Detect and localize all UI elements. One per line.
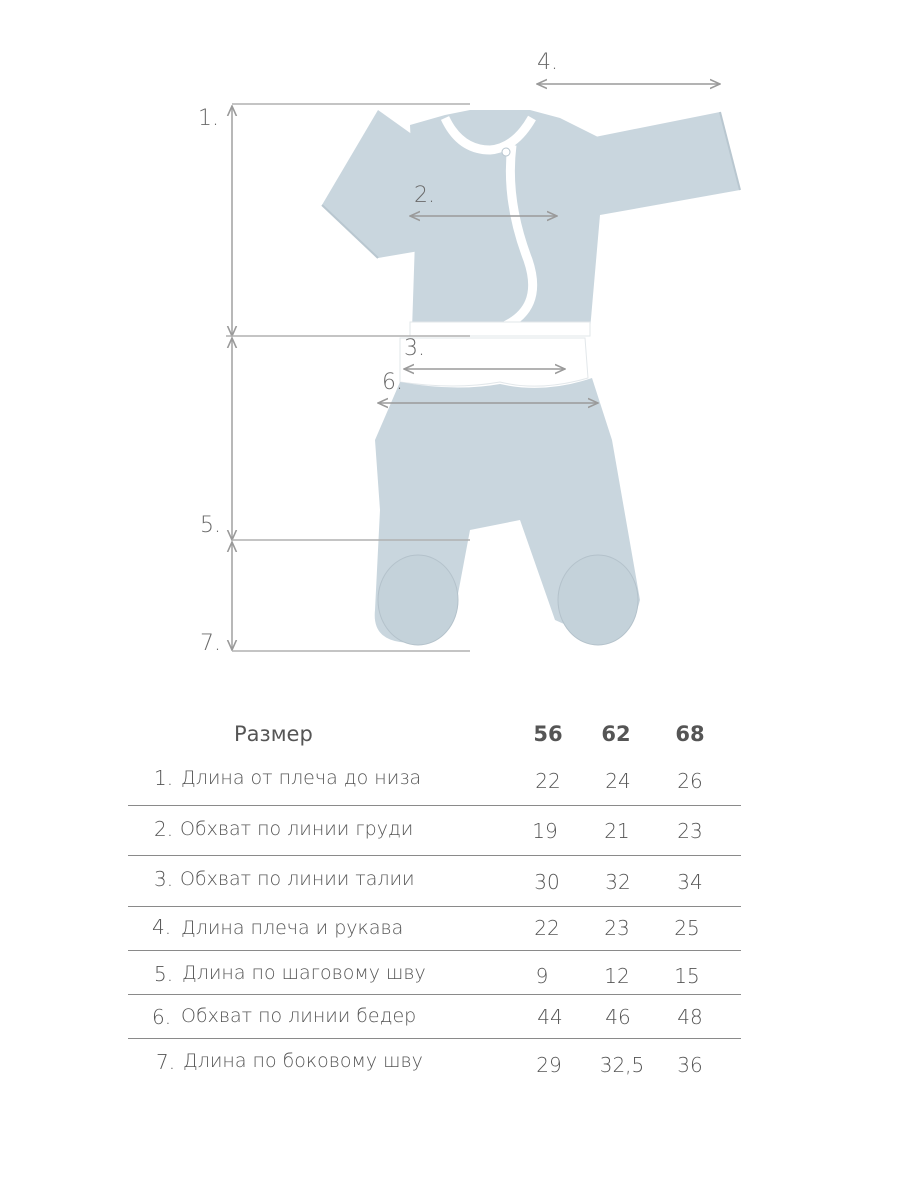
- row-value-68: 34: [677, 870, 703, 894]
- row-value-56: 29: [536, 1053, 562, 1077]
- row-label: Обхват по линии груди: [180, 818, 414, 840]
- row-label: Длина по боковому шву: [183, 1050, 423, 1072]
- table-row: [128, 1039, 741, 1087]
- table-row: [128, 951, 741, 995]
- row-value-62: 32,5: [599, 1053, 645, 1077]
- row-label: Обхват по линии талии: [180, 868, 415, 890]
- row-number: 1.: [154, 766, 174, 790]
- row-value-56: 9: [535, 964, 549, 988]
- diagram-label-1: 1.: [198, 106, 219, 131]
- row-value-68: 23: [677, 819, 703, 843]
- row-value-68: 25: [674, 916, 700, 940]
- row-value-62: 24: [605, 769, 631, 793]
- row-label: Длина плеча и рукава: [181, 917, 404, 939]
- row-value-56: 22: [535, 769, 561, 793]
- diagram-label-7: 7.: [200, 631, 221, 656]
- table-header: [128, 712, 741, 758]
- size-header-56: 56: [533, 722, 563, 746]
- size-table: [128, 712, 741, 1087]
- table-row: [128, 995, 741, 1039]
- row-label: Обхват по линии бедер: [181, 1005, 417, 1027]
- row-number: 3.: [154, 867, 174, 891]
- diagram-label-5: 5.: [200, 513, 221, 538]
- table-row: [128, 806, 741, 856]
- row-value-56: 19: [532, 819, 558, 843]
- row-value-56: 22: [534, 916, 560, 940]
- row-value-68: 48: [677, 1005, 703, 1029]
- size-header-68: 68: [675, 722, 705, 746]
- row-number: 4.: [152, 915, 172, 939]
- table-row: [128, 856, 741, 907]
- row-value-62: 21: [604, 819, 630, 843]
- table-row: [128, 907, 741, 951]
- diagram-label-6: 6.: [382, 370, 403, 395]
- row-value-68: 26: [677, 769, 703, 793]
- row-value-62: 23: [604, 916, 630, 940]
- row-number: 7.: [156, 1050, 176, 1074]
- size-header-title: Размер: [234, 722, 313, 746]
- pants-shape: [375, 338, 640, 645]
- row-number: 2.: [154, 817, 174, 841]
- row-value-62: 32: [605, 870, 631, 894]
- row-value-56: 44: [537, 1005, 563, 1029]
- row-value-62: 46: [605, 1005, 631, 1029]
- table-row: [128, 758, 741, 806]
- row-number: 6.: [152, 1005, 172, 1029]
- row-number: 5.: [154, 962, 174, 986]
- row-value-68: 15: [674, 964, 700, 988]
- size-header-62: 62: [601, 722, 631, 746]
- row-value-68: 36: [677, 1053, 703, 1077]
- row-label: Длина от плеча до низа: [181, 767, 422, 789]
- shirt-shape: [322, 110, 740, 336]
- diagram-label-4: 4.: [537, 50, 558, 75]
- row-value-56: 30: [534, 870, 560, 894]
- diagram-label-2: 2.: [414, 183, 435, 208]
- row-value-62: 12: [604, 964, 630, 988]
- row-label: Длина по шаговому шву: [182, 962, 426, 984]
- diagram-label-3: 3.: [404, 336, 425, 361]
